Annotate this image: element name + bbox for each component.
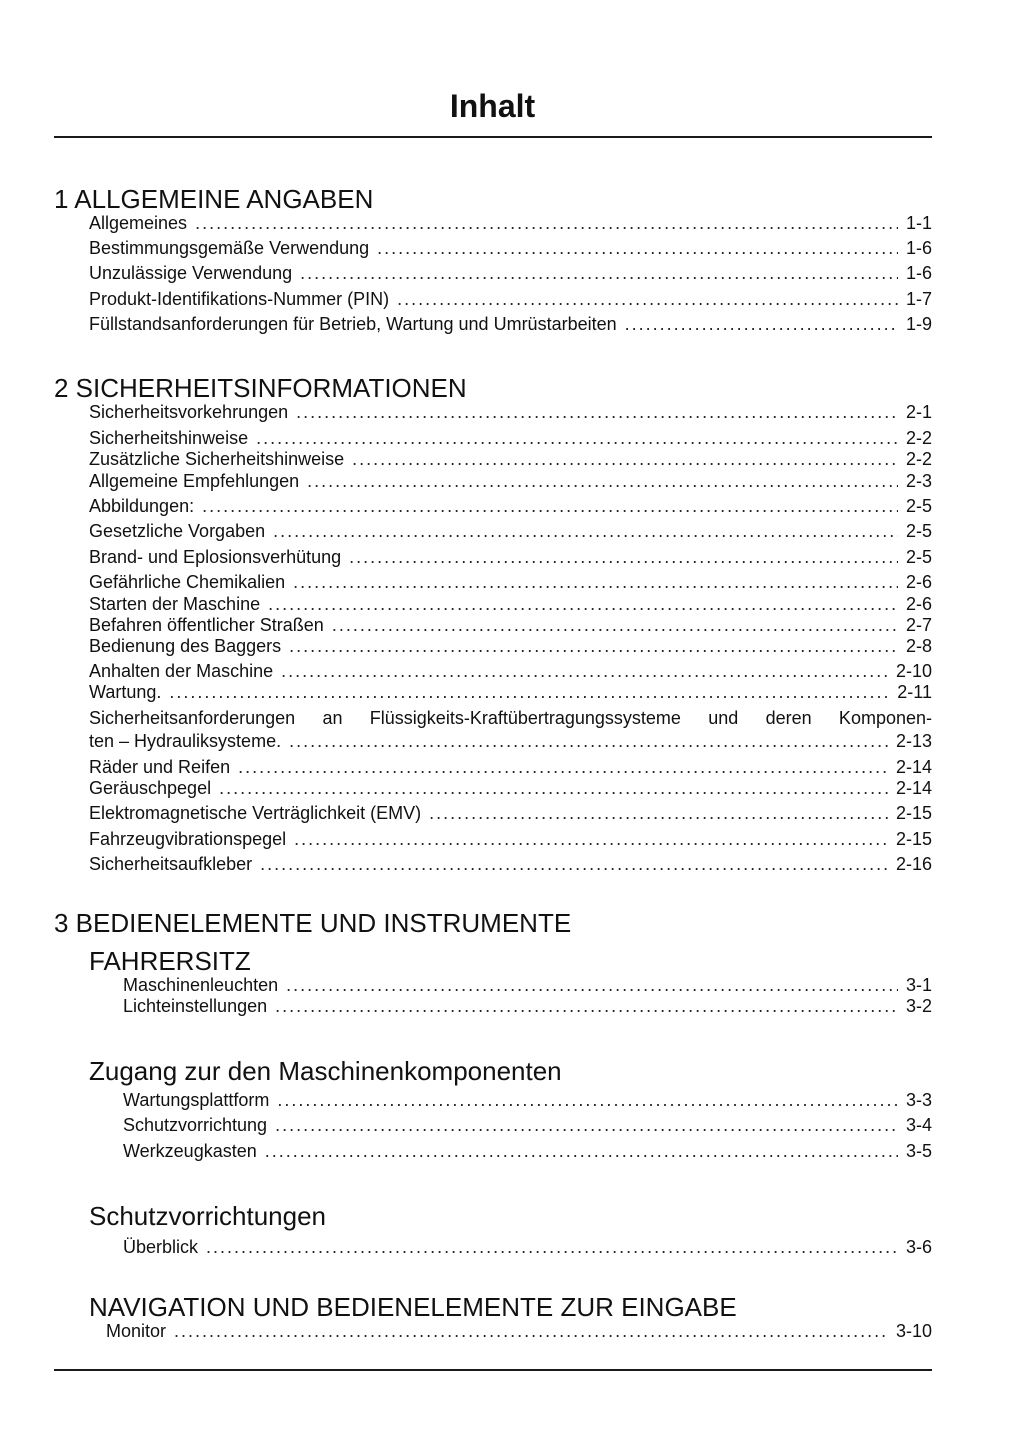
toc-entry-label: Räder und Reifen <box>89 757 231 777</box>
toc-entry-label: Unzulässige Verwendung <box>89 263 293 283</box>
toc-entry-label: Elektromagnetische Verträglichkeit (EMV) <box>89 803 422 823</box>
leader-dots <box>277 1089 898 1111</box>
toc-entry-label: Produkt-Identifikations-Nummer (PIN) <box>89 289 390 309</box>
leader-dots <box>169 681 889 703</box>
toc-entry-page: 2-6 <box>905 572 932 592</box>
toc-entry[interactable] <box>89 470 932 492</box>
toc-entry-page: 3-4 <box>905 1115 932 1135</box>
leader-dots <box>260 853 888 875</box>
toc-entry[interactable] <box>89 237 932 259</box>
leader-dots <box>293 571 898 593</box>
toc-entry-page: 2-14 <box>895 757 932 777</box>
toc-entry-page: 1-1 <box>905 213 932 233</box>
toc-entry[interactable] <box>89 777 932 799</box>
toc-entry-label: Wartung. <box>89 682 162 702</box>
toc-entry-page: 2-15 <box>895 829 932 849</box>
leader-dots <box>296 401 898 423</box>
toc-entry-page: 1-9 <box>905 314 932 334</box>
toc-entry[interactable] <box>89 495 932 517</box>
toc-entry-page: 2-5 <box>905 521 932 541</box>
toc-entry[interactable] <box>123 1089 932 1111</box>
toc-entry-label: Brand- und Eplosionsverhütung <box>89 547 342 567</box>
subsection-heading: Zugang zur den Maschinenkomponenten <box>89 1056 562 1086</box>
toc-entry-page: 3-2 <box>905 996 932 1016</box>
toc-entry-label: Schutzvorrichtung <box>123 1115 268 1135</box>
top-divider <box>54 136 932 138</box>
toc-entry[interactable] <box>89 401 932 423</box>
toc-entry[interactable] <box>89 660 932 682</box>
toc-entry[interactable] <box>89 802 932 824</box>
leader-dots <box>349 546 898 568</box>
toc-entry-label: Befahren öffentlicher Straßen <box>89 615 324 635</box>
leader-dots <box>275 995 898 1017</box>
toc-entry-page: 1-6 <box>905 238 932 258</box>
section-heading-1: 1 ALLGEMEINE ANGABEN <box>54 184 374 214</box>
page-title: Inhalt <box>449 88 536 124</box>
toc-entry[interactable] <box>89 288 932 310</box>
toc-entry-label: Monitor <box>106 1321 167 1341</box>
leader-dots <box>206 1236 898 1258</box>
leader-dots <box>352 448 898 470</box>
toc-entry-label: Fahrzeugvibrationspegel <box>89 829 287 849</box>
toc-entry-label: Füllstandsanforderungen für Betrieb, Wartung und Umrüstarbeiten <box>89 314 617 334</box>
toc-entry-page: 2-6 <box>905 594 932 614</box>
toc-entry-page: 2-15 <box>895 803 932 823</box>
toc-entry[interactable] <box>89 828 932 850</box>
toc-entry-page: 2-2 <box>905 449 932 469</box>
toc-entry-label: Sicherheitshinweise <box>89 428 249 448</box>
toc-entry[interactable] <box>89 614 932 636</box>
toc-entry-page: 2-7 <box>905 615 932 635</box>
toc-entry-label: Allgemeines <box>89 213 188 233</box>
toc-entry-page: 1-6 <box>905 263 932 283</box>
toc-entry-page: 2-2 <box>905 428 932 448</box>
toc-entry-label: Starten der Maschine <box>89 594 261 614</box>
toc-entry-page: 1-7 <box>905 289 932 309</box>
leader-dots <box>238 756 888 778</box>
subsection-heading: FAHRERSITZ <box>89 946 251 976</box>
toc-entry-page: 2-3 <box>905 471 932 491</box>
toc-entry[interactable] <box>89 593 932 615</box>
toc-entry-page: 2-10 <box>895 661 932 681</box>
toc-entry-label: Überblick <box>123 1237 199 1257</box>
leader-dots <box>294 828 888 850</box>
toc-entry-label: Zusätzliche Sicherheitshinweise <box>89 449 345 469</box>
leader-dots <box>300 262 898 284</box>
toc-entry-page: 3-5 <box>905 1141 932 1161</box>
toc-entry-label: Bedienung des Baggers <box>89 636 282 656</box>
toc-entry-label: Abbildungen: <box>89 496 195 516</box>
toc-entry[interactable] <box>123 974 932 996</box>
leader-dots <box>377 237 898 259</box>
toc-entry[interactable] <box>123 1140 932 1162</box>
toc-entry-page: 2-1 <box>905 402 932 422</box>
toc-entry-page: 3-3 <box>905 1090 932 1110</box>
toc-entry-page: 2-11 <box>897 682 932 702</box>
toc-entry-page: 2-5 <box>905 496 932 516</box>
toc-entry[interactable] <box>89 212 932 234</box>
toc-entry-label: Anhalten der Maschine <box>89 661 274 681</box>
toc-entry[interactable] <box>89 313 932 335</box>
toc-entry-label: Lichteinstellungen <box>123 996 268 1016</box>
toc-entry-label: Allgemeine Empfehlungen <box>89 471 300 491</box>
leader-dots <box>289 635 898 657</box>
leader-dots <box>281 660 888 682</box>
toc-entry-label: Sicherheitsaufkleber <box>89 854 253 874</box>
leader-dots <box>219 777 888 799</box>
toc-entry-page: 3-10 <box>895 1321 932 1341</box>
toc-entry[interactable] <box>123 995 932 1017</box>
toc-entry[interactable] <box>89 571 932 593</box>
leader-dots <box>202 495 898 517</box>
toc-entry[interactable] <box>89 853 932 875</box>
toc-entry[interactable] <box>89 635 932 657</box>
toc-entry-label: Bestimmungsgemäße Verwendung <box>89 238 370 258</box>
leader-dots <box>286 974 898 996</box>
toc-entry-label: Sicherheitsvorkehrungen <box>89 402 289 422</box>
toc-entry[interactable] <box>89 520 932 542</box>
toc-entry-label: Gesetzliche Vorgaben <box>89 521 266 541</box>
toc-entry[interactable] <box>89 730 932 752</box>
toc-entry[interactable] <box>89 448 932 470</box>
toc-entry[interactable] <box>89 427 932 449</box>
toc-entry-label: ten – Hydrauliksysteme. <box>89 731 282 751</box>
toc-entry[interactable] <box>123 1114 932 1136</box>
toc-entry-label: Wartungsplattform <box>123 1090 270 1110</box>
toc-entry-label: Werkzeugkasten <box>123 1141 257 1161</box>
toc-entry-page: 2-8 <box>905 636 932 656</box>
toc-entry[interactable] <box>123 1236 932 1258</box>
toc-entry[interactable] <box>106 1320 932 1342</box>
leader-dots <box>397 288 898 310</box>
toc-entry-line1[interactable]: Sicherheitsanforderungen an Flüssigkeits-Kraftübertragungssysteme und deren Komponen- <box>89 708 932 728</box>
toc-entry-page: 2-14 <box>895 778 932 798</box>
leader-dots <box>307 470 898 492</box>
leader-dots <box>289 730 888 752</box>
toc-entry-page: 2-5 <box>905 547 932 567</box>
leader-dots <box>625 313 898 335</box>
section-heading-2: 2 SICHERHEITSINFORMATIONEN <box>54 373 467 403</box>
section-heading-3: 3 BEDIENELEMENTE UND INSTRUMENTE <box>54 908 572 938</box>
toc-entry-label: Geräuschpegel <box>89 778 212 798</box>
bottom-divider <box>54 1369 932 1371</box>
subsection-heading: NAVIGATION UND BEDIENELEMENTE ZUR EINGABE <box>89 1292 737 1322</box>
leader-dots <box>265 1140 898 1162</box>
toc-entry[interactable] <box>89 681 932 703</box>
toc-entry-page: 3-1 <box>905 975 932 995</box>
toc-entry-page: 2-13 <box>895 731 932 751</box>
toc-entry-label: Gefährliche Chemikalien <box>89 572 286 592</box>
toc-entry[interactable] <box>89 546 932 568</box>
leader-dots <box>273 520 898 542</box>
toc-entry[interactable] <box>89 262 932 284</box>
leader-dots <box>429 802 888 824</box>
toc-entry[interactable] <box>89 756 932 778</box>
toc-entry-label: Maschinenleuchten <box>123 975 279 995</box>
leader-dots <box>275 1114 898 1136</box>
toc-entry-page: 3-6 <box>905 1237 932 1257</box>
subsection-heading: Schutzvorrichtungen <box>89 1201 327 1231</box>
leader-dots <box>332 614 898 636</box>
leader-dots <box>256 427 898 449</box>
leader-dots <box>195 212 898 234</box>
leader-dots <box>268 593 898 615</box>
leader-dots <box>174 1320 888 1342</box>
toc-entry-page: 2-16 <box>895 854 932 874</box>
